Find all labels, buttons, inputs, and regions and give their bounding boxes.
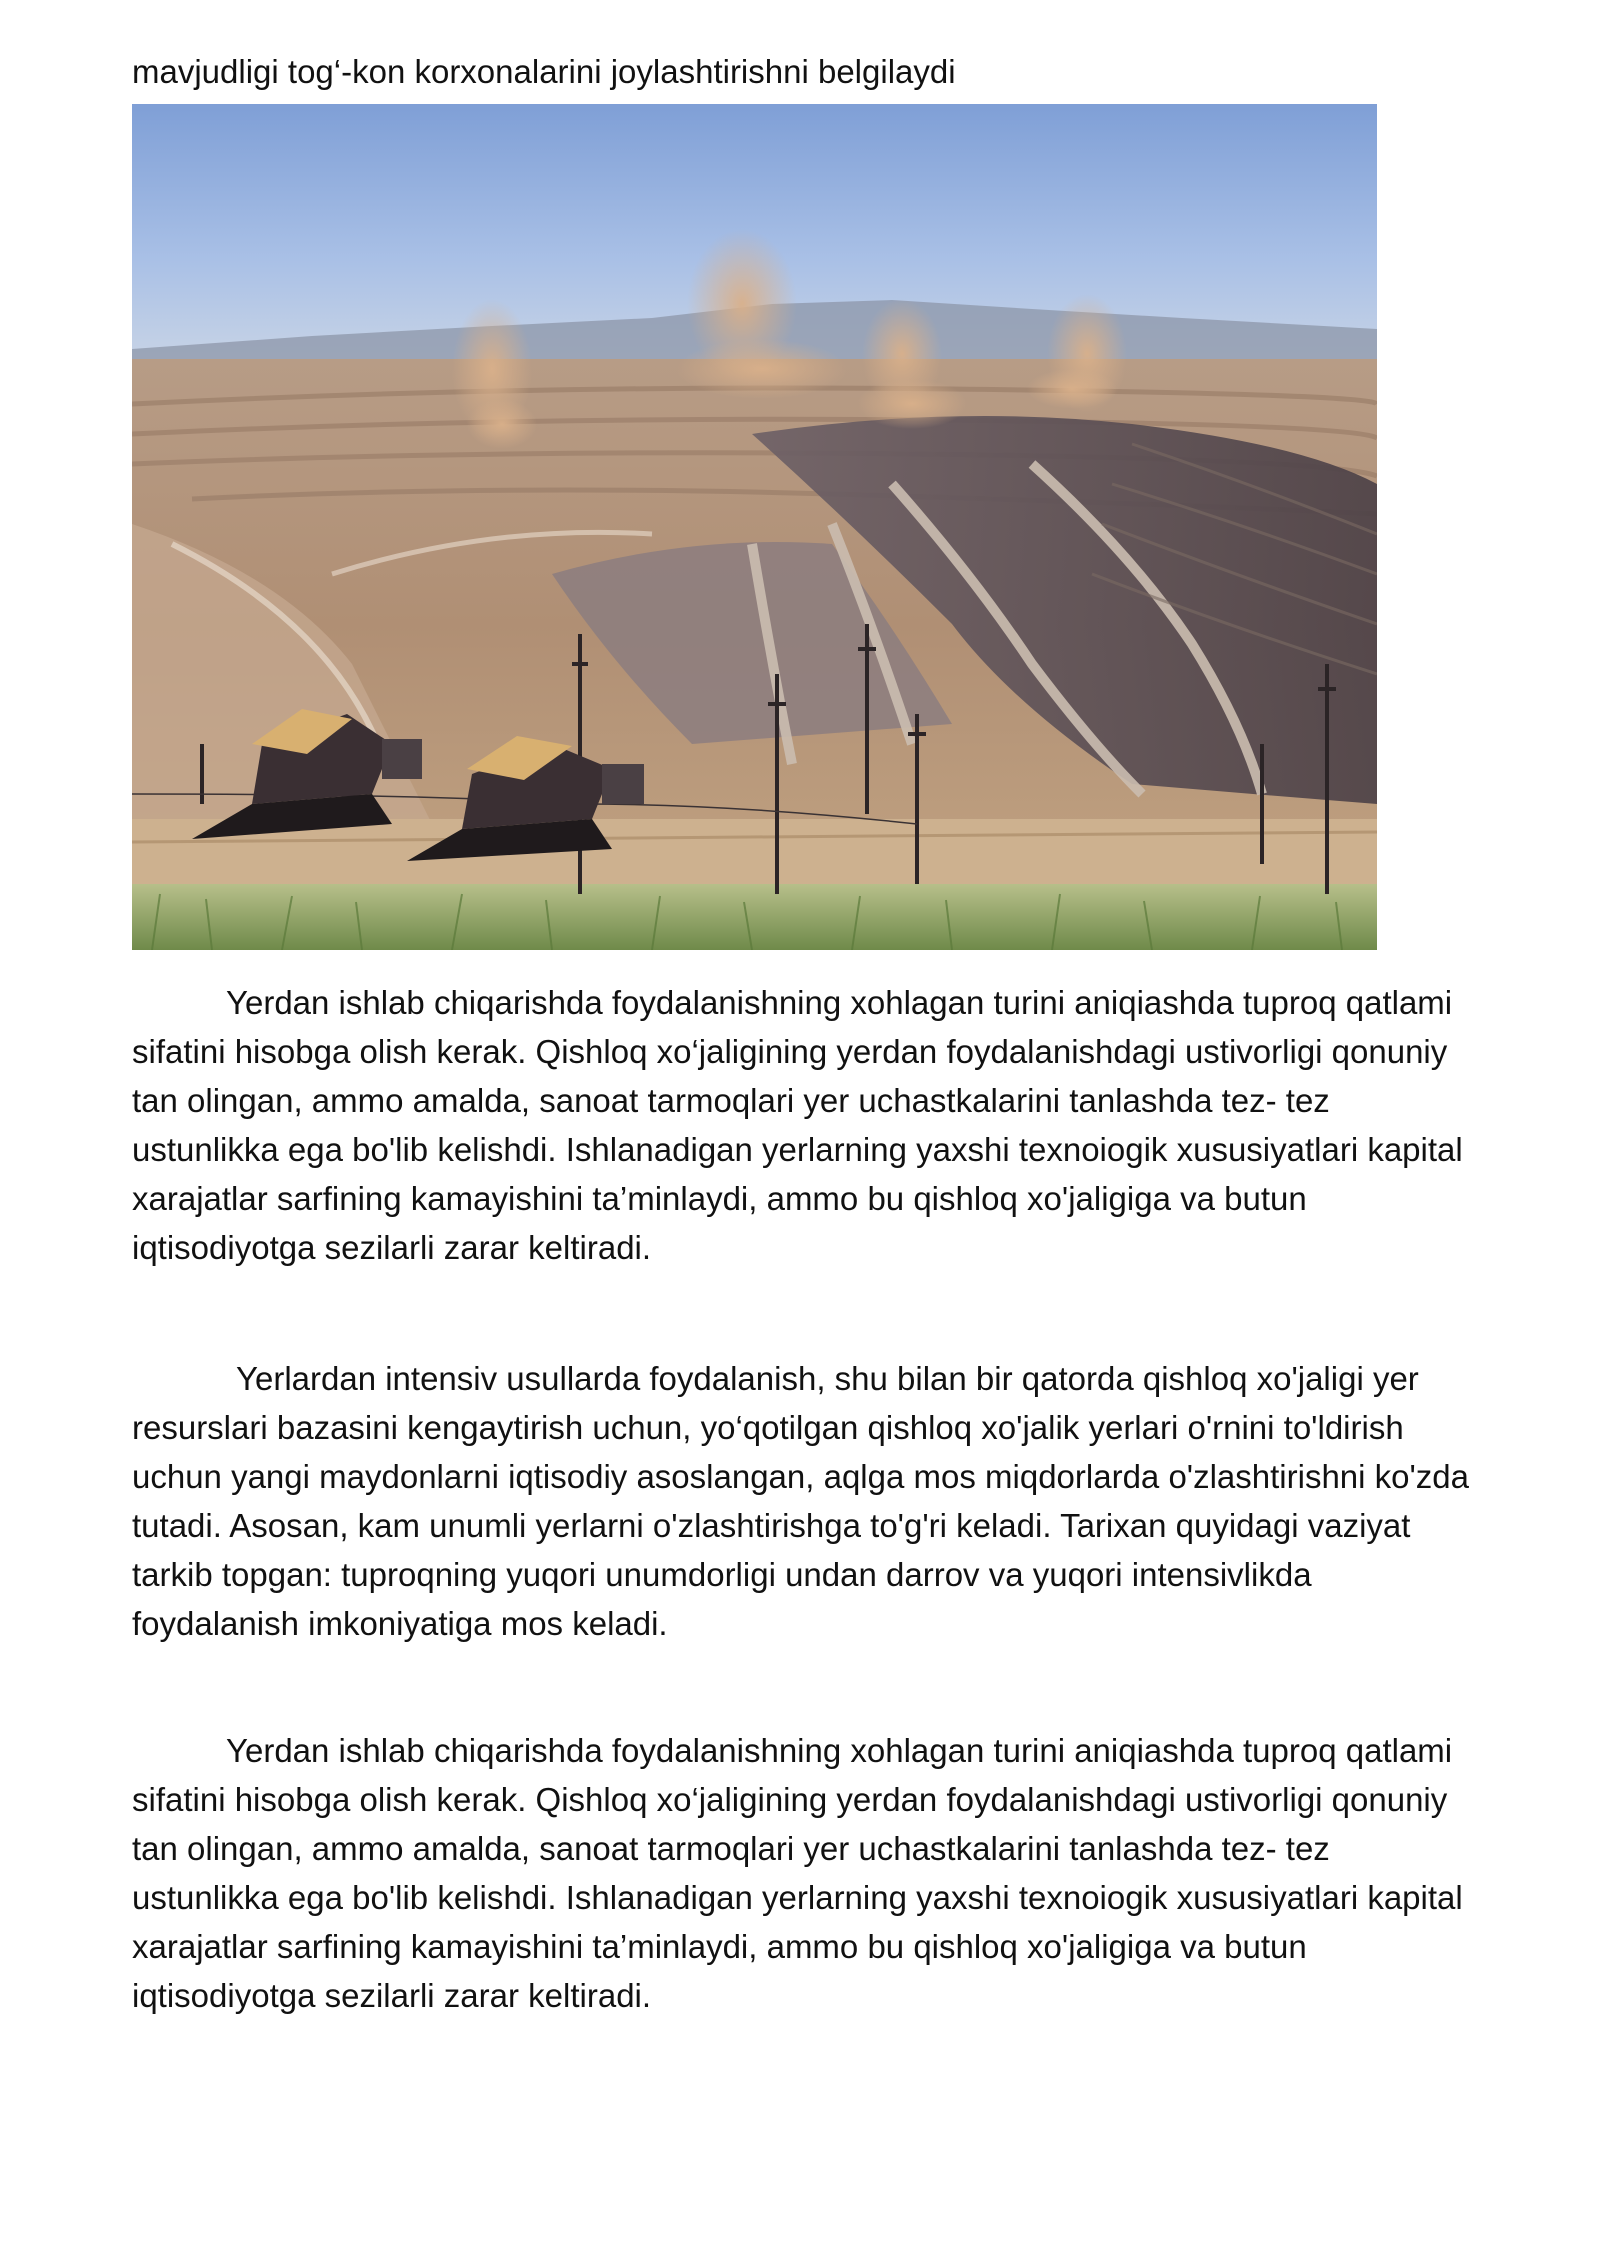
- paragraph-3: Yerdan ishlab chiqarishda foydalanishning xohlagan turini aniqiashda tuproq qatlami sifatini hisobga olish kerak. Qishloq xo‘jaligining yerdan foydalanishdagi ustivorligi qonuniy tan olingan, ammo amalda, sanoat tarmoqlari yer uchastkalarini tanlashda tez- tez ustunlikka ega bo'lib kelishdi. Ishlanadigan yerlarning yaxshi texnoiogik xususiyatlari kapital xarajatlar sarfining kamayishini ta’minlaydi, ammo bu qishloq xo'jaligiga va butun iqtisodiyotga sezilarli zarar keltiradi.: [132, 1732, 1463, 2014]
- paragraph-2: Yerlardan intensiv usullarda foydalanish, shu bilan bir qatorda qishloq xo'jaligi yer resurslari bazasini kengaytirish uchun, yo‘qotilgan qishloq xo'jalik yerlari o'rnini to'ldirish uchun yangi maydonlarni iqtisodiy asoslangan, aqlga mos miqdorlarda o'zlashtirishni ko'zda tutadi. Asosan, kam unumli yerlarni o'zlashtirishga to'g'ri keladi. Tarixan quyidagi vaziyat tarkib topgan: tuproqning yuqori unumdorligi undan darrov va yuqori intensivlikda foydalanish imkoniyatiga mos keladi.: [132, 1360, 1470, 1642]
- open-pit-mine-photo: [132, 104, 1377, 950]
- top-text-line: mavjudligi tog‘-kon korxonalarini joylashtirishni belgilaydi: [132, 53, 956, 90]
- paragraph-1: Yerdan ishlab chiqarishda foydalanishning xohlagan turini aniqiashda tuproq qatlami sifatini hisobga olish kerak. Qishloq xo‘jaligining yerdan foydalanishdagi ustivorligi qonuniy tan olingan, ammo amalda, sanoat tarmoqlari yer uchastkalarini tanlashda tez- tez ustunlikka ega bo'lib kelishdi. Ishlanadigan yerlarning yaxshi texnoiogik xususiyatlari kapital xarajatlar sarfining kamayishini ta’minlaydi, ammo bu qishloq xo'jaligiga va butun iqtisodiyotga sezilarli zarar keltiradi.: [132, 984, 1463, 1266]
